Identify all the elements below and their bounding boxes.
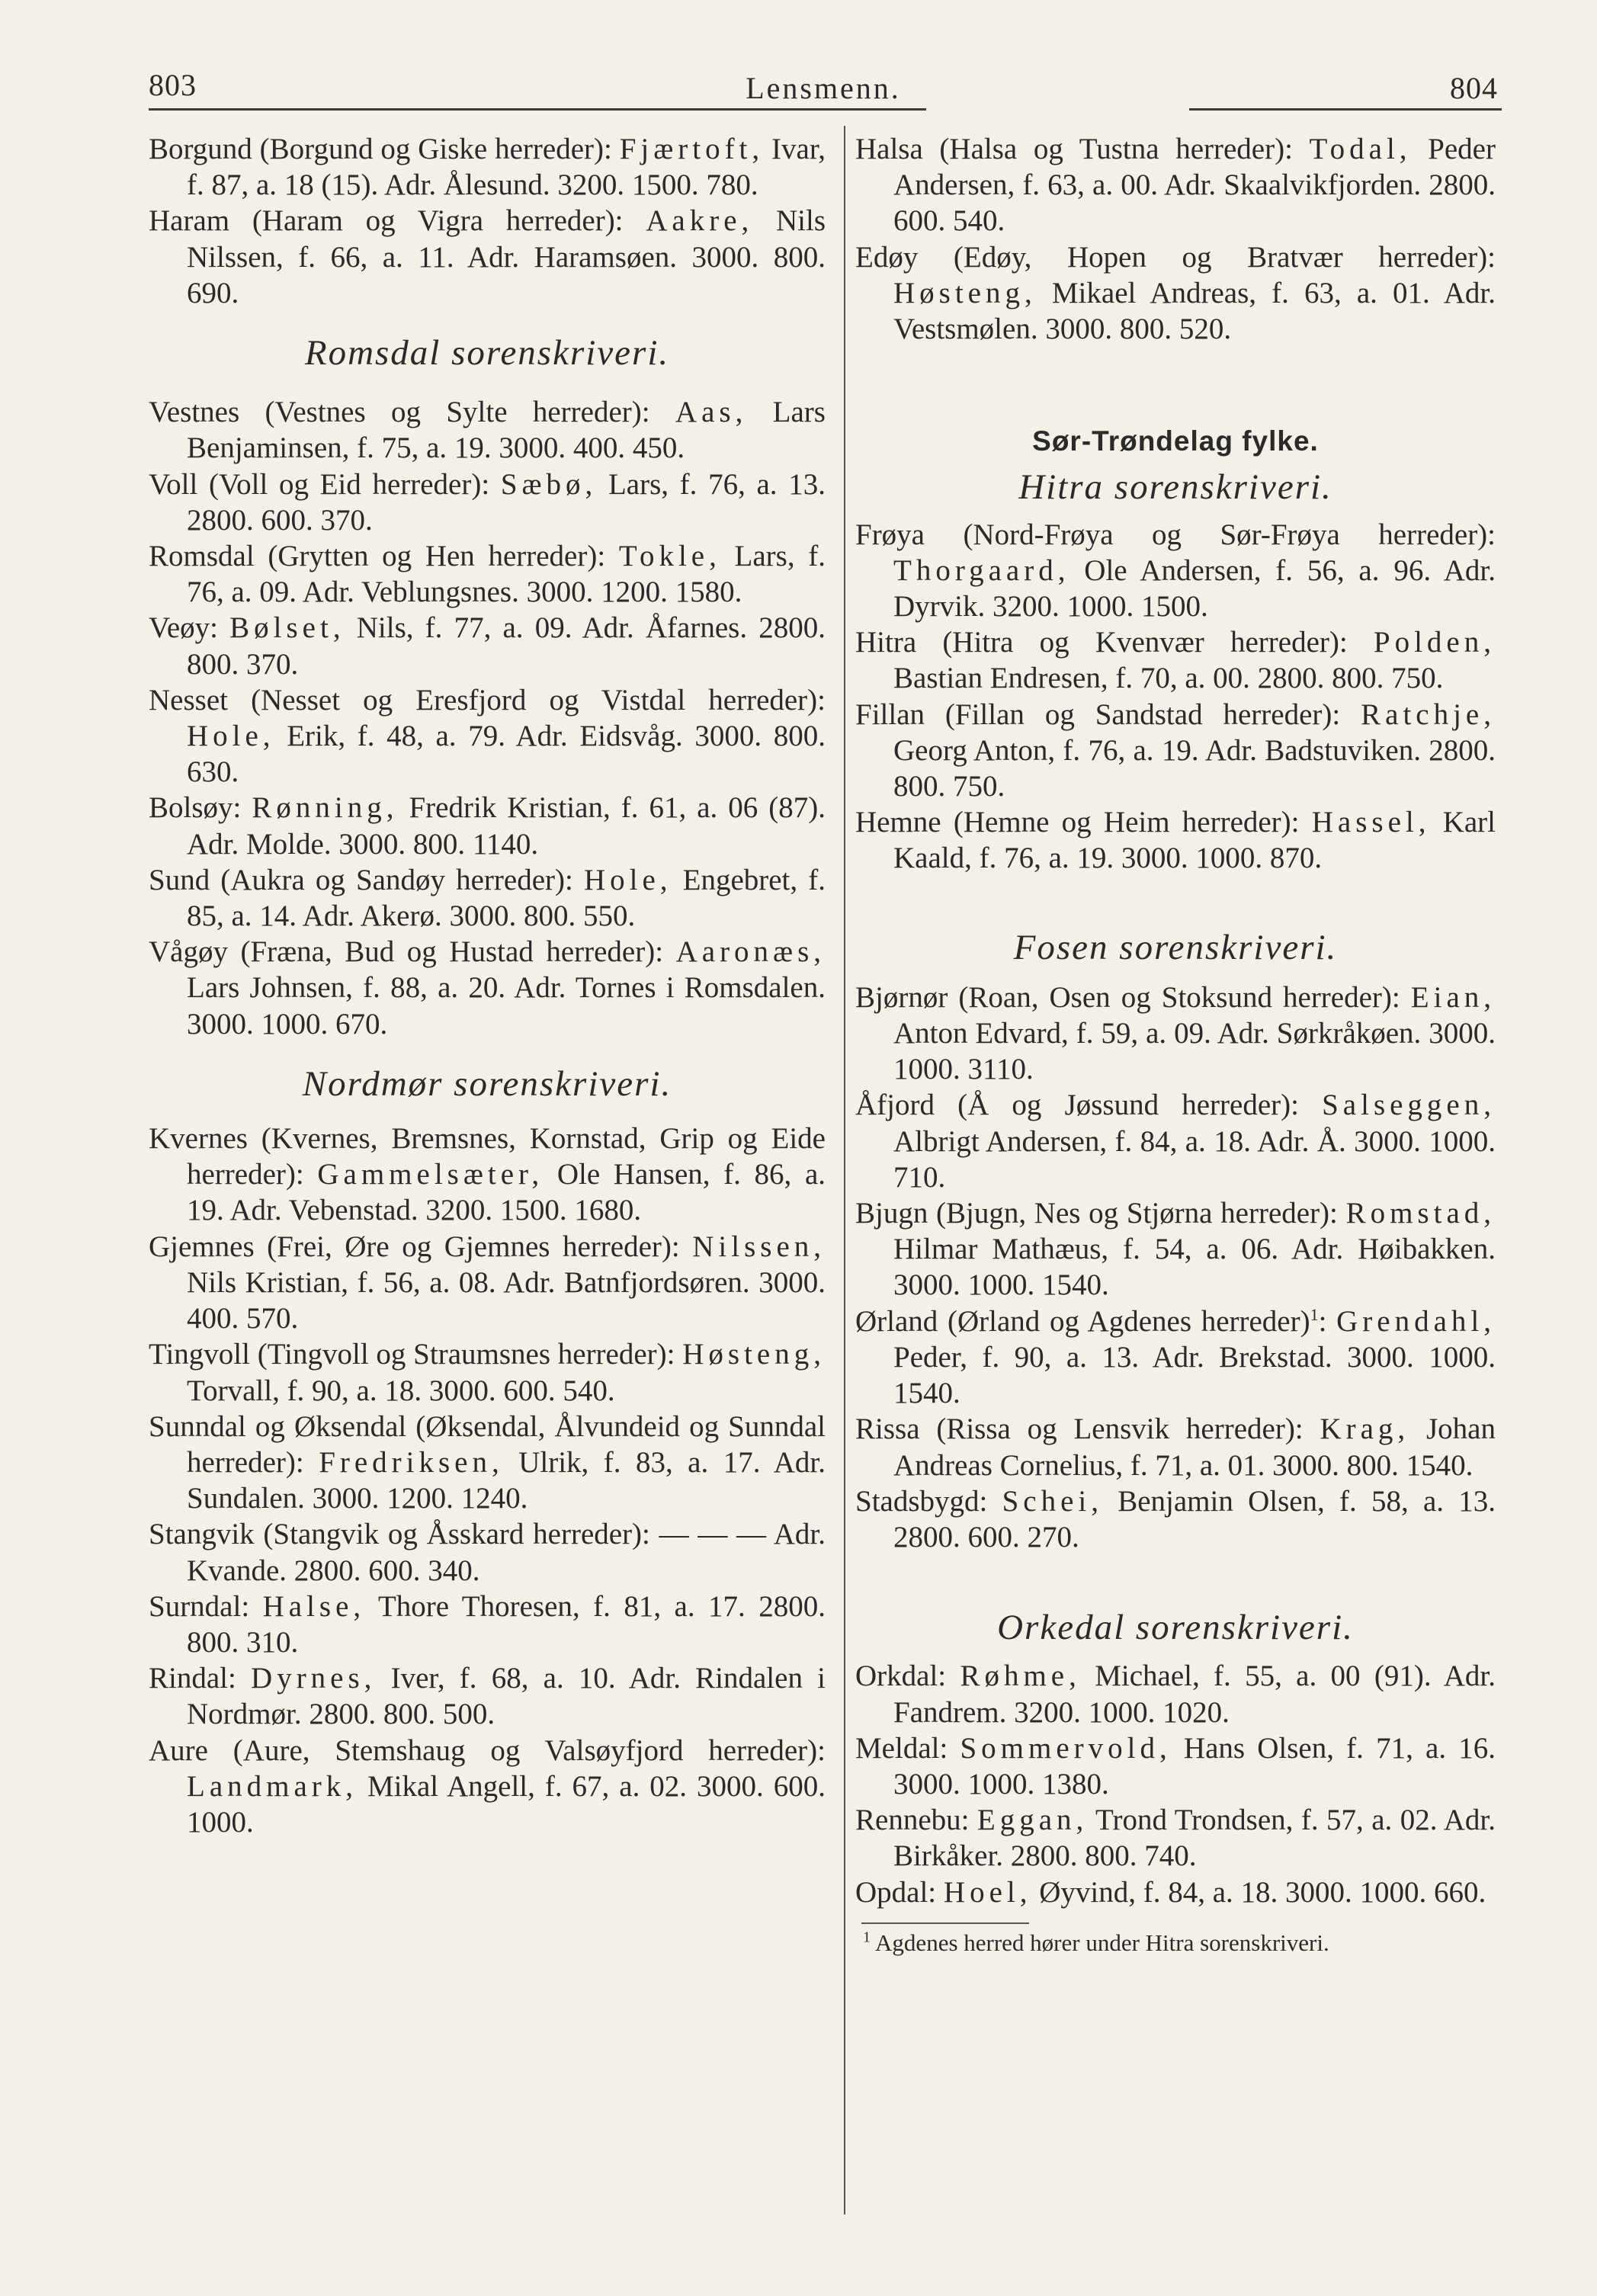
- footnote-rule: [861, 1922, 1029, 1924]
- entry-afjord: Åfjord (Å og Jøssund herreder): Salseggen, Albrigt Andersen, f. 84, a. 18. Adr. Å. 3000. 1000. 710.: [855, 1089, 1496, 1194]
- entry-nesset: Nesset (Nesset og Eresfjord og Vistdal herreder): Hole, Erik, f. 48, a. 79. Adr. Eidsvåg. 3000. 800. 630.: [149, 683, 826, 789]
- heading-orkedal: Orkedal sorenskriveri.: [997, 1608, 1354, 1648]
- heading-romsdal: Romsdal sorenskriveri.: [304, 333, 670, 374]
- heading-fosen: Fosen sorenskriveri.: [1013, 927, 1338, 967]
- entry-gjemnes: Gjemnes (Frei, Øre og Gjemnes herreder): Nilssen, Nils Kristian, f. 56, a. 08. Adr. Batnfjordsøren. 3000. 400. 570.: [149, 1230, 826, 1336]
- entry-meldal: Meldal: Sommervold, Hans Olsen, f. 71, a. 16. 3000. 1000. 1380.: [855, 1731, 1496, 1801]
- footnote: $^1$ Agdenes herred hører under Hitra sorenskriveri.: [863, 1929, 1329, 1956]
- entry-rennebu: Rennebu: Eggan, Trond Trondsen, f. 57, a. 02. Adr. Birkåker. 2800. 800. 740.: [855, 1804, 1496, 1873]
- footnote-mark: 1: [1310, 1304, 1319, 1324]
- entry-stangvik: Stangvik (Stangvik og Åsskard herreder): — — — Adr. Kvande. 2800. 600. 340.: [149, 1518, 826, 1587]
- heading-sor-trondelag: Sør-Trøndelag fylke.: [1032, 425, 1319, 457]
- entry-stadsbygd: Stadsbygd: Schei, Benjamin Olsen, f. 58, a. 13. 2800. 600. 270.: [855, 1484, 1496, 1554]
- entry-romsdal: Romsdal (Grytten og Hen herreder): Tokle, Lars, f. 76, a. 09. Adr. Veblungsnes. 3000. 1200. 1580.: [149, 540, 826, 609]
- heading-hitra: Hitra sorenskriveri.: [1018, 467, 1332, 508]
- left-column: [149, 131, 826, 1840]
- entry-orland: Ørland (Ørland og Agdenes herreder)$^1$: Grendahl, Peder, f. 90, a. 13. Adr. Brekstad. 3000. 1000. 1540.: [855, 1304, 1496, 1410]
- entry-rindal: Rindal: Dyrnes, Iver, f. 68, a. 10. Adr. Rindalen i Nordmør. 2800. 800. 500.: [149, 1662, 826, 1731]
- entry-borgund: Borgund (Borgund og Giske herreder): Fjærtoft, Ivar, f. 87, a. 18 (15). Adr. Ålesund. 3200. 1500. 780.: [149, 133, 826, 202]
- entry-vestnes: Vestnes (Vestnes og Sylte herreder): Aas, Lars Benjaminsen, f. 75, a. 19. 3000. 400. 450.: [149, 396, 826, 465]
- page-number-left: 803: [149, 68, 197, 102]
- entry-haram: Haram (Haram og Vigra herreder): Aakre, Nils Nilssen, f. 66, a. 11. Adr. Haramsøen. 3000. 800. 690.: [149, 204, 826, 309]
- entry-kvernes: Kvernes (Kvernes, Bremsnes, Kornstad, Grip og Eide herreder): Gammelsæter, Ole Hansen, f. 86, a. 19. Adr. Vebenstad. 3200. 1500. 1680.: [149, 1122, 826, 1227]
- header-rule-left: [149, 108, 926, 111]
- entry-hitra: Hitra (Hitra og Kvenvær herreder): Polden, Bastian Endresen, f. 70, a. 00. 2800. 800. 750.: [855, 626, 1496, 695]
- entry-orkdal: Orkdal: Røhme, Michael, f. 55, a. 00 (91). Adr. Fandrem. 3200. 1000. 1020.: [855, 1659, 1496, 1729]
- entry-veoy: Veøy: Bølset, Nils, f. 77, a. 09. Adr. Åfarnes. 2800. 800. 370.: [149, 611, 826, 681]
- entry-bolsoy: Bolsøy: Rønning, Fredrik Kristian, f. 61, a. 06 (87). Adr. Molde. 3000. 800. 1140.: [149, 791, 826, 861]
- entry-surndal: Surndal: Halse, Thore Thoresen, f. 81, a. 17. 2800. 800. 310.: [149, 1589, 826, 1659]
- entry-sunndal: Sunndal og Øksendal (Øksendal, Ålvundeid og Sunndal herreder): Fredriksen, Ulrik, f. 83, a. 17. Adr. Sundalen. 3000. 1200. 1240.: [149, 1409, 826, 1515]
- entry-froya: Frøya (Nord-Frøya og Sør-Frøya herreder): Thorgaard, Ole Andersen, f. 56, a. 96. Adr. Dyrvik. 3200. 1000. 1500.: [855, 518, 1496, 624]
- heading-nordmor: Nordmør sorenskriveri.: [302, 1063, 672, 1104]
- entry-aure: Aure (Aure, Stemshaug og Valsøyfjord herreder): Landmark, Mikal Angell, f. 67, a. 02. 3000. 600. 1000.: [149, 1733, 826, 1839]
- entry-rissa: Rissa (Rissa og Lensvik herreder): Krag, Johan Andreas Cornelius, f. 71, a. 01. 3000. 800. 1540.: [855, 1413, 1496, 1482]
- column-divider: [844, 126, 845, 2214]
- entry-bjugn: Bjugn (Bjugn, Nes og Stjørna herreder): Romstad, Hilmar Mathæus, f. 54, a. 06. Adr. Høibakken. 3000. 1000. 1540.: [855, 1197, 1496, 1302]
- entry-voll: Voll (Voll og Eid herreder): Sæbø, Lars, f. 76, a. 13. 2800. 600. 370.: [149, 467, 826, 537]
- entry-fillan: Fillan (Fillan og Sandstad herreder): Ratchje, Georg Anton, f. 76, a. 19. Adr. Badstuviken. 2800. 800. 750.: [855, 697, 1496, 803]
- header-rule-right: [1189, 108, 1502, 111]
- page-number-right: 804: [1450, 71, 1498, 105]
- entry-edoy: Edøy (Edøy, Hopen og Bratvær herreder): Høsteng, Mikael Andreas, f. 63, a. 01. Adr. Vestsmølen. 3000. 800. 520.: [855, 240, 1496, 346]
- right-column: [855, 131, 1496, 1956]
- entry-vagoy: Vågøy (Fræna, Bud og Hustad herreder): Aaronæs, Lars Johnsen, f. 88, a. 20. Adr. Tornes i Romsdalen. 3000. 1000. 670.: [149, 935, 826, 1041]
- entry-halsa: Halsa (Halsa og Tustna herreder): Todal, Peder Andersen, f. 63, a. 00. Adr. Skaalvikfjorden. 2800. 600. 540.: [855, 133, 1496, 238]
- running-head: Lensmenn.: [746, 71, 901, 105]
- entry-tingvoll: Tingvoll (Tingvoll og Straumsnes herreder): Høsteng, Torvall, f. 90, a. 18. 3000. 600. 540.: [149, 1338, 826, 1407]
- page-header: [149, 59, 1498, 113]
- entry-opdal: Opdal: Hoel, Øyvind, f. 84, a. 18. 3000. 1000. 660.: [855, 1875, 1486, 1909]
- entry-sund: Sund (Aukra og Sandøy herreder): Hole, Engebret, f. 85, a. 14. Adr. Akerø. 3000. 800. 550.: [149, 863, 826, 933]
- entry-bjornor: Bjørnør (Roan, Osen og Stoksund herreder): Eian, Anton Edvard, f. 59, a. 09. Adr. Sørkråkøen. 3000. 1000. 3110.: [855, 980, 1496, 1086]
- entry-hemne: Hemne (Hemne og Heim herreder): Hassel, Karl Kaald, f. 76, a. 19. 3000. 1000. 870.: [855, 806, 1496, 875]
